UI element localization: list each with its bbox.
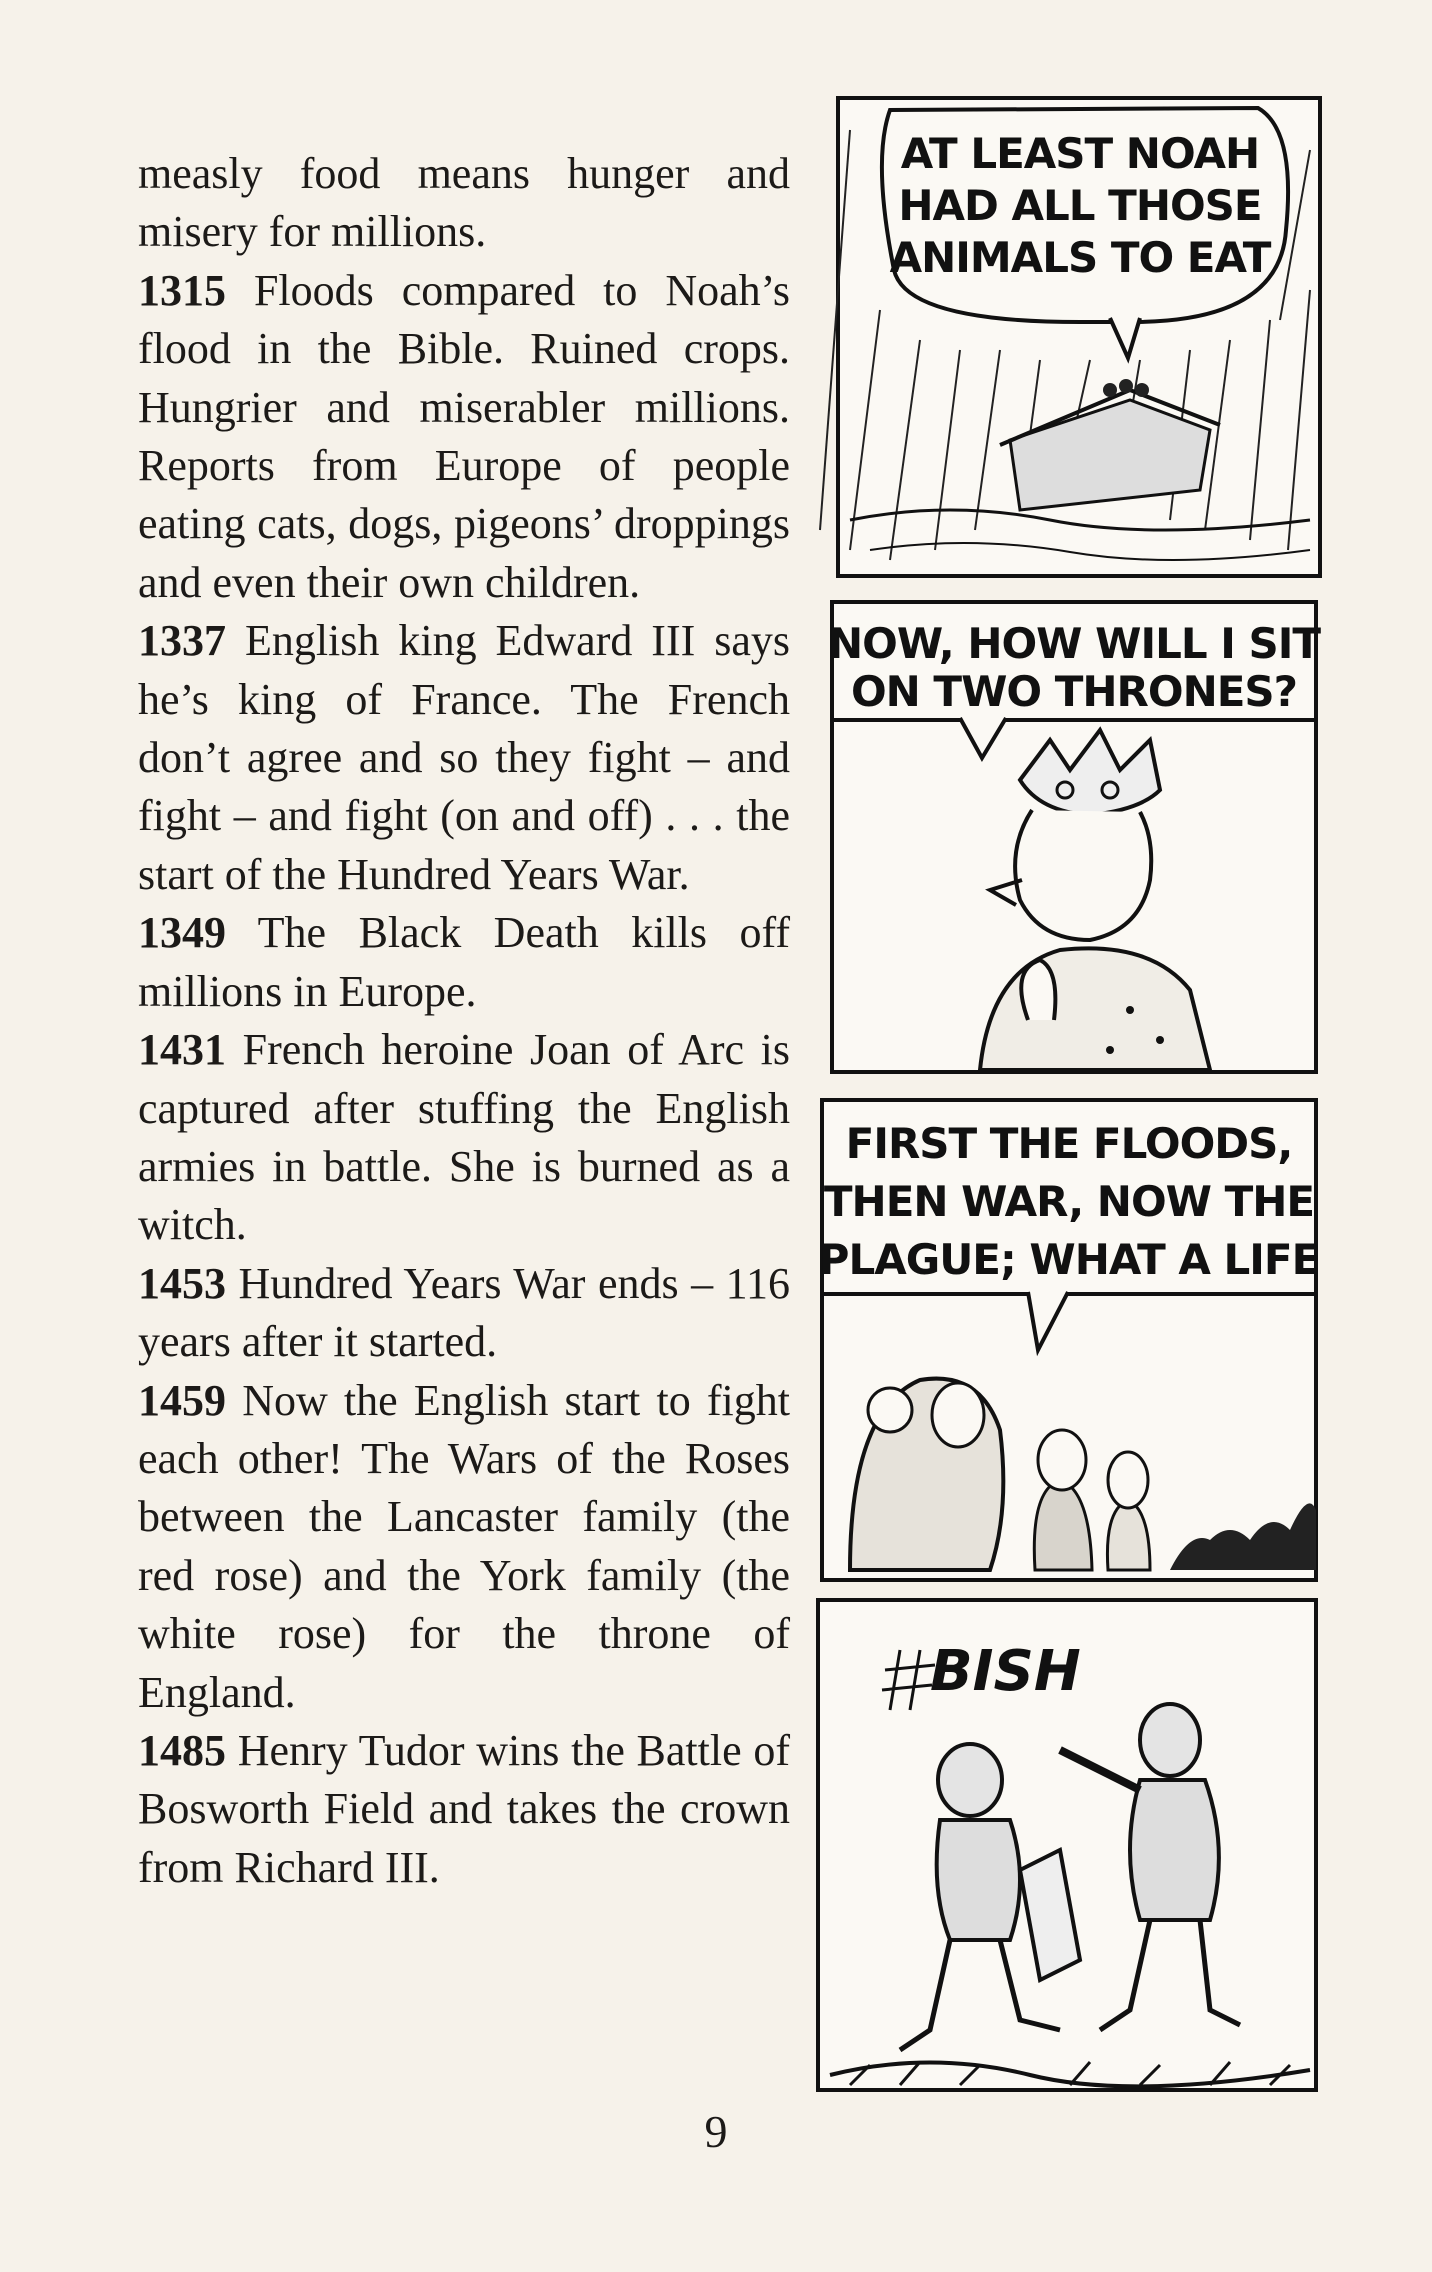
year: 1337 <box>138 616 226 666</box>
entry-text: Henry Tudor wins the Battle of Bosworth Field and takes the crown from Richard III. <box>138 1725 790 1892</box>
timeline-entry-1453 <box>138 1255 790 1372</box>
bubble-line-1: NOW, HOW WILL I SIT <box>827 619 1321 668</box>
comic-panel-king <box>828 602 1321 1072</box>
timeline-entry-1459 <box>138 1372 790 1722</box>
bubble-line-2: ON TWO THRONES? <box>850 667 1298 716</box>
entry-text: Now the English start to fight each other! The Wars of the Roses between the Lancaster family (the red rose) and the York family (the white rose) for the throne of England. <box>138 1375 790 1717</box>
entry-text: French heroine Joan of Arc is captured after stuffing the English armies in battle. She is burned as a witch. <box>138 1025 790 1250</box>
bubble-line-3: PLAGUE; WHAT A LIFE <box>818 1235 1320 1284</box>
entry-text: English king Edward III says he’s king of France. The French don’t agree and so they fight – and fight – and fight (on and off) . . . the start of the Hundred Years War. <box>138 616 790 899</box>
comic-panel-knights <box>818 1600 1316 2090</box>
year: 1485 <box>138 1725 226 1775</box>
timeline-entry-1485 <box>138 1722 790 1897</box>
page-number: 9 <box>704 2106 728 2157</box>
bubble-line-3: ANIMALS TO EAT <box>889 233 1271 282</box>
year: 1459 <box>138 1375 226 1425</box>
comic-svg <box>810 90 1330 2100</box>
year: 1453 <box>138 1258 226 1308</box>
timeline-text <box>138 145 790 1897</box>
entry-text: Hundred Years War ends – 116 years after it started. <box>138 1258 790 1367</box>
bubble-line-1: AT LEAST NOAH <box>900 129 1260 178</box>
comic-panel-flood <box>820 98 1320 576</box>
bubble-line-2: THEN WAR, NOW THE <box>823 1177 1315 1226</box>
bubble-line-1: FIRST THE FLOODS, <box>845 1119 1293 1168</box>
entry-text: Floods compared to Noah’s flood in the Bible. Ruined crops. Hungrier and miserabler millions. Reports from Europe of people eating cats, dogs, pigeons’ droppings and even their own children. <box>138 265 790 607</box>
entry-text: The Black Death kills off millions in Europe. <box>138 908 790 1016</box>
timeline-entry-1315 <box>138 262 790 612</box>
year: 1349 <box>138 908 226 958</box>
timeline-entry-1431 <box>138 1021 790 1255</box>
year: 1315 <box>138 265 226 315</box>
comic-strip <box>810 90 1330 2100</box>
comic-panel-plague <box>819 1100 1320 1580</box>
bubble-line-2: HAD ALL THOSE <box>898 181 1262 230</box>
timeline-entry-0 <box>138 145 790 262</box>
entry-text: measly food means hunger and misery for millions. <box>138 149 790 257</box>
sound-effect: BISH <box>930 1639 1081 1704</box>
timeline-entry-1337 <box>138 612 790 904</box>
timeline-entry-1349 <box>138 904 790 1021</box>
year: 1431 <box>138 1025 226 1075</box>
